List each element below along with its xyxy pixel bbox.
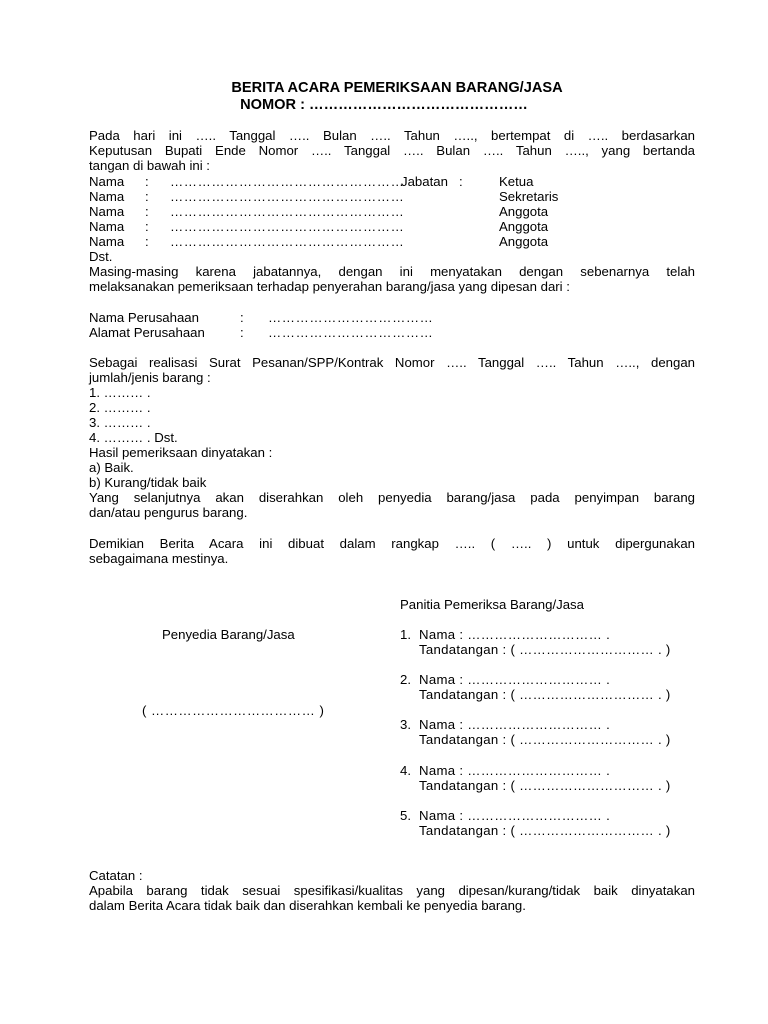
panel-number: 2. xyxy=(400,672,411,687)
member-dots: …………………………………………… xyxy=(170,234,405,249)
member-role: Anggota xyxy=(499,219,549,234)
intro-line-1: Pada hari ini ….. Tanggal ….. Bulan ….. Tahun ….., bertempat di ….. berdasarkan xyxy=(89,128,695,143)
closing-line-2: sebagaimana mestinya. xyxy=(89,551,229,567)
member-dots: …………………………………………… xyxy=(170,174,405,189)
realization-line-2: jumlah/jenis barang : xyxy=(89,370,211,386)
member-colon: : xyxy=(145,189,149,204)
provider-signature-blank: ( ……………………………… ) xyxy=(142,703,325,718)
panel-signature: Tandatangan : ( ………………………… . ) xyxy=(419,823,671,838)
panel-number: 3. xyxy=(400,717,411,732)
item-4: 4. ……… . Dst. xyxy=(89,430,178,445)
panel-signature: Tandatangan : ( ………………………… . ) xyxy=(419,687,671,702)
company-name-dots: ……………………………… xyxy=(268,310,434,325)
company-address-dots: ……………………………… xyxy=(268,325,434,340)
panel-name: Nama : ………………………… . xyxy=(419,672,611,687)
member-role: Anggota xyxy=(499,234,549,249)
member-colon: : xyxy=(145,174,149,189)
member-dots: …………………………………………… xyxy=(170,219,405,234)
document-number: NOMOR : ……………………………………… xyxy=(240,97,528,113)
closing-paragraph xyxy=(89,536,695,566)
member-role: Ketua xyxy=(499,174,534,189)
panel-title: Panitia Pemeriksa Barang/Jasa xyxy=(400,597,584,612)
result-option-b: b) Kurang/tidak baik xyxy=(89,475,207,490)
member-colon: : xyxy=(145,219,149,234)
panel-number: 1. xyxy=(400,627,411,642)
jabatan-label: Jabatan xyxy=(401,174,448,189)
handover-paragraph xyxy=(89,490,695,520)
company-address-colon: : xyxy=(240,325,244,340)
statement-line-2: melaksanakan pemeriksaan terhadap penyerahan barang/jasa yang dipesan dari : xyxy=(89,279,570,295)
note-line-2: dalam Berita Acara tidak baik dan diserahkan kembali ke penyedia barang. xyxy=(89,898,526,914)
result-heading: Hasil pemeriksaan dinyatakan : xyxy=(89,445,273,460)
panel-number: 5. xyxy=(400,808,411,823)
intro-paragraph xyxy=(89,128,695,174)
item-1: 1. ……… . xyxy=(89,385,151,400)
panel-name: Nama : ………………………… . xyxy=(419,808,611,823)
note-paragraph xyxy=(89,883,695,913)
panel-name: Nama : ………………………… . xyxy=(419,627,611,642)
member-dots: …………………………………………… xyxy=(170,189,405,204)
document-title: BERITA ACARA PEMERIKSAAN BARANG/JASA xyxy=(231,80,563,96)
member-label: Nama xyxy=(89,234,125,249)
handover-line-2: dan/atau pengurus barang. xyxy=(89,505,248,521)
result-option-a: a) Baik. xyxy=(89,460,134,475)
company-name-label: Nama Perusahaan xyxy=(89,310,199,325)
dst-text: Dst. xyxy=(89,249,113,264)
item-3: 3. ……… . xyxy=(89,415,151,430)
member-colon: : xyxy=(145,204,149,219)
statement-line-1: Masing-masing karena jabatannya, dengan ini menyatakan dengan sebenarnya telah xyxy=(89,264,695,279)
panel-name: Nama : ………………………… . xyxy=(419,717,611,732)
member-label: Nama xyxy=(89,219,125,234)
member-label: Nama xyxy=(89,174,125,189)
handover-line-1: Yang selanjutnya akan diserahkan oleh penyedia barang/jasa pada penyimpan barang xyxy=(89,490,695,505)
member-label: Nama xyxy=(89,204,125,219)
member-role: Anggota xyxy=(499,204,549,219)
provider-title: Penyedia Barang/Jasa xyxy=(162,627,295,642)
member-colon: : xyxy=(145,234,149,249)
panel-name: Nama : ………………………… . xyxy=(419,763,611,778)
panel-signature: Tandatangan : ( ………………………… . ) xyxy=(419,732,671,747)
panel-number: 4. xyxy=(400,763,411,778)
statement-paragraph xyxy=(89,264,695,294)
closing-line-1: Demikian Berita Acara ini dibuat dalam rangkap ….. ( ….. ) untuk dipergunakan xyxy=(89,536,695,551)
panel-signature: Tandatangan : ( ………………………… . ) xyxy=(419,642,671,657)
realization-paragraph xyxy=(89,355,695,385)
panel-signature: Tandatangan : ( ………………………… . ) xyxy=(419,778,671,793)
member-label: Nama xyxy=(89,189,125,204)
member-dots: …………………………………………… xyxy=(170,204,405,219)
jabatan-colon: : xyxy=(459,174,463,189)
intro-line-3: tangan di bawah ini : xyxy=(89,158,210,174)
company-name-colon: : xyxy=(240,310,244,325)
company-address-label: Alamat Perusahaan xyxy=(89,325,205,340)
note-heading: Catatan : xyxy=(89,868,143,883)
realization-line-1: Sebagai realisasi Surat Pesanan/SPP/Kontrak Nomor ….. Tanggal ….. Tahun ….., dengan xyxy=(89,355,695,370)
item-2: 2. ……… . xyxy=(89,400,151,415)
member-role: Sekretaris xyxy=(499,189,559,204)
note-line-1: Apabila barang tidak sesuai spesifikasi/kualitas yang dipesan/kurang/tidak baik dinyatakan xyxy=(89,883,695,898)
intro-line-2: Keputusan Bupati Ende Nomor ….. Tanggal ….. Bulan ….. Tahun ….., yang bertanda xyxy=(89,143,695,159)
